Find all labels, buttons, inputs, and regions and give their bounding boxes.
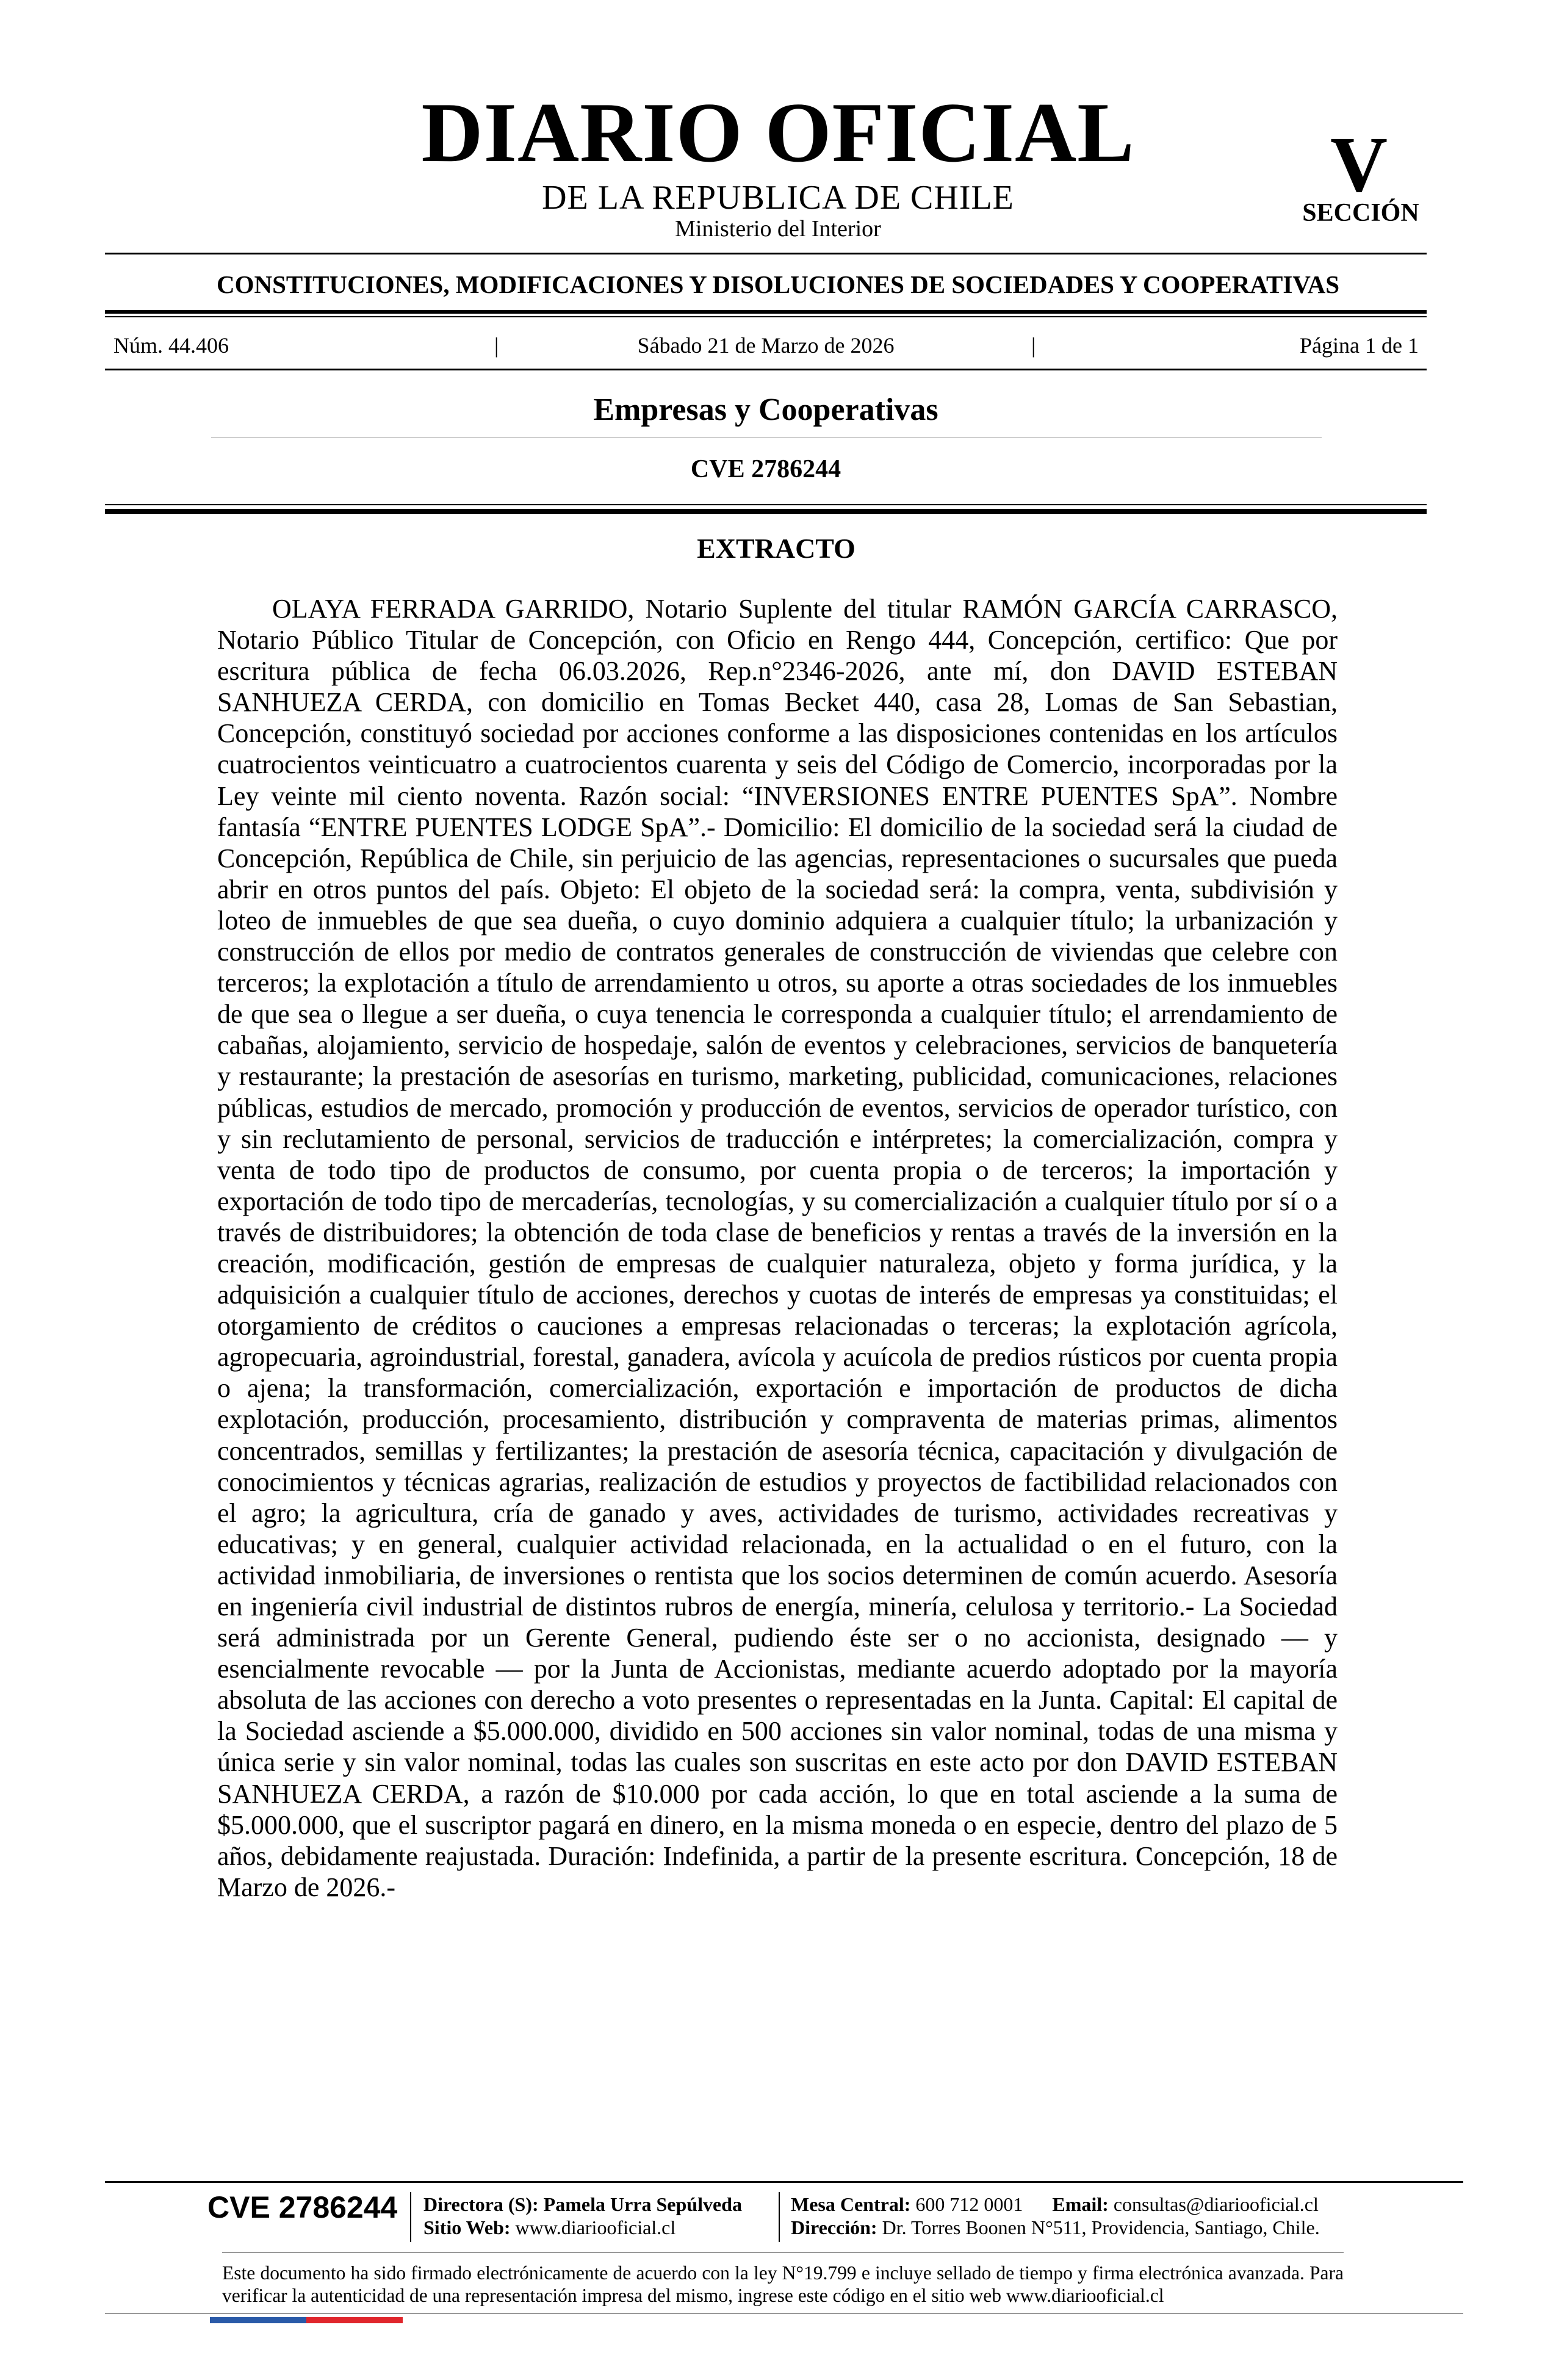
footer-address [791,2218,1320,2237]
category-title: CONSTITUCIONES, MODIFICACIONES Y DISOLUCIONES DE SOCIEDADES Y COOPERATIVAS [216,270,1340,298]
footer-separator [779,2192,780,2242]
footer-disclaimer: Este documento ha sido firmado electrónicamente de acuerdo con la ley N°19.799 e incluye sellado de tiempo y firma electrónica avanzada. Para verificar la autenticidad de una representación impresa del mismo, ingrese este código en el sitio web www.diariooficial.cl [222,2262,1344,2306]
footer-website-link[interactable]: www.diariooficial.cl [515,2216,676,2238]
masthead-subtitle: DE LA REPUBLICA DE CHILE [542,179,1014,217]
category-divider-thick [105,310,1427,314]
section-label: SECCIÓN [1302,199,1419,227]
footer-phone-label: Mesa Central: [791,2193,911,2215]
footer-phone-value: 600 712 0001 [915,2193,1023,2215]
issue-number: Núm. 44.406 [113,333,229,358]
footer-email-link[interactable]: consultas@diariooficial.cl [1113,2193,1319,2215]
footer-director-label: Directora (S): [423,2193,539,2215]
flag-stripe-blue [210,2317,306,2323]
footer-divider-top [105,2181,1463,2183]
document-title: EXTRACTO [697,533,855,564]
flag-stripe-red [306,2317,403,2323]
issue-divider [105,369,1427,370]
footer-address-value: Dr. Torres Boonen N°511, Providencia, Santiago, Chile. [882,2216,1320,2238]
issue-page: Página 1 de 1 [1300,333,1419,358]
masthead-ministry: Ministerio del Interior [675,216,881,242]
footer-director [423,2194,742,2214]
footer-contact [791,2194,1319,2214]
footer-cve-code: CVE 2786244 [207,2190,398,2224]
section-heading-underline [211,437,1322,438]
footer-director-name: Pamela Urra Sepúlveda [543,2193,742,2215]
cve-code: CVE 2786244 [690,455,841,483]
category-divider-thin [105,316,1427,317]
masthead-title: DIARIO OFICIAL [421,85,1135,180]
footer-divider-end [105,2313,1463,2314]
footer-website-label: Sitio Web: [423,2216,511,2238]
footer-divider-bottom [222,2252,1344,2253]
issue-date: Sábado 21 de Marzo de 2026 [637,333,895,358]
document-body: OLAYA FERRADA GARRIDO, Notario Suplente del titular RAMÓN GARCÍA CARRASCO, Notario Público Titular de Concepción, con Oficio en Rengo 444, Concepción, certifico: Que por escritura pública de fecha 06.03.2026, Rep.n°2346-2026, ante mí, don DAVID ESTEBAN SANHUEZA CERDA, con domicilio en Tomas Becket 440, casa 28, Lomas de San Sebastian, Concepción, constituyó sociedad por acciones conforme a las disposiciones contenidas en los artículos cuatrocientos veinticuatro a cuatrocientos cuarenta y seis del Código de Comercio, incorporadas por la Ley veinte mil ciento noventa. Razón social: “INVERSIONES ENTRE PUENTES SpA”. Nombre fantasía “ENTRE PUENTES LODGE SpA”.- Domicilio: El domicilio de la sociedad será la ciudad de Concepción, República de Chile, sin perjuicio de las agencias, representaciones o sucursales que pueda abrir en otros puntos del país. Objeto: El objeto de la sociedad será: la compra, venta, subdivisión y loteo de inmuebles de que sea dueña, o cuyo dominio adquiera a cualquier título; la urbanización y construcción de ellos por medio de contratos generales de construcción de viviendas que celebre con terceros; la explotación a título de arrendamiento u otros, su aporte a otras sociedades de los inmuebles de que sea o llegue a ser dueña, o cuya tenencia le corresponda a cualquier título; el arrendamiento de cabañas, alojamiento, servicio de hospedaje, salón de eventos y celebraciones, servicios de banquetería y restaurante; la prestación de asesorías en turismo, marketing, publicidad, comunicaciones, relaciones públicas, estudios de mercado, promoción y producción de eventos, servicios de operador turístico, con y sin reclutamiento de personal, servicios de traducción e intérpretes; la comercialización, compra y venta de todo tipo de productos de consumo, por cuenta propia o de terceros; la importación y exportación de todo tipo de mercaderías, tecnologías, y su comercialización a cualquier título por sí o a través de distribuidores; la obtención de toda clase de beneficios y rentas a través de la inversión en la creación, modificación, gestión de empresas de cualquier naturaleza, objeto y forma jurídica, y la adquisición a cualquier título de acciones, derechos y cuotas de interés de empresas ya constituidas; el otorgamiento de créditos o cauciones a empresas relacionadas o terceras; la explotación agrícola, agropecuaria, agroindustrial, forestal, ganadera, avícola y acuícola de predios rústicos por cuenta propia o ajena; la transformación, comercialización, exportación e importación de productos de dicha explotación, producción, procesamiento, distribución y compraventa de materias primas, alimentos concentrados, semillas y fertilizantes; la prestación de asesoría técnica, capacitación y divulgación de conocimientos y técnicas agrarias, realización de estudios y proyectos de factibilidad relacionados con el agro; la agricultura, cría de ganado y aves, actividades de turismo, actividades recreativas y educativas; y en general, cualquier actividad relacionada, en la actualidad o en el futuro, con la actividad inmobiliaria, de inversiones o rentista que los socios determinen de común acuerdo. Asesoría en ingeniería civil industrial de distintos rubros de energía, minería, celulosa y territorio.- La Sociedad será administrada por un Gerente General, pudiendo éste ser o no accionista, designado — y esencialmente revocable — por la Junta de Accionistas, mediante acuerdo adoptado por la mayoría absoluta de las acciones con derecho a voto presentes o representadas en la Junta. Capital: El capital de la Sociedad asciende a $5.000.000, dividido en 500 acciones sin valor nominal, todas de una misma y única serie y sin valor nominal, todas las cuales son suscritas en este acto por don DAVID ESTEBAN SANHUEZA CERDA, a razón de $10.000 por cada acción, lo que en total asciende a la suma de $5.000.000, que el suscriptor pagará en dinero, en la misma moneda o en especie, dentro del plazo de 5 años, debidamente reajustada. Duración: Indefinida, a partir de la presente escritura. Concepción, 18 de Marzo de 2026.- [217,594,1338,1902]
section-heading: Empresas y Cooperativas [593,392,938,427]
footer-email-label: Email: [1052,2193,1109,2215]
section-number: V [1330,121,1388,209]
issue-separator: | [494,333,499,358]
issue-separator: | [1031,333,1036,358]
header-divider-thin [105,504,1427,505]
masthead-divider [105,253,1427,254]
footer-address-label: Dirección: [791,2216,877,2238]
footer-website [423,2218,675,2237]
footer-separator [410,2192,411,2242]
header-divider-thick [105,509,1427,514]
